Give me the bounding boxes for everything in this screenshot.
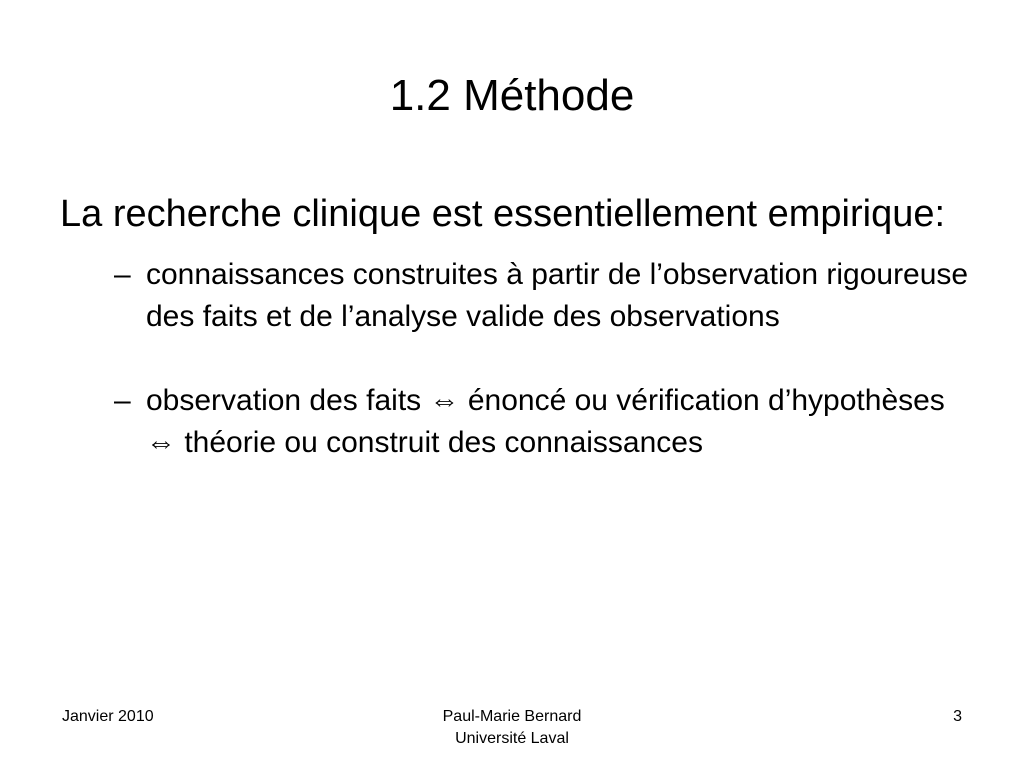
footer-author: Paul-Marie Bernard <box>442 708 582 725</box>
bullet-text: observation des faits ⇔ énoncé ou vérification d’hypothèses ⇔ théorie ou construit des connaissances <box>146 384 945 459</box>
bullet-text: connaissances construites à partir de l’observation rigoureuse des faits et de l’analyse valide des observations <box>146 258 969 333</box>
bullet-item <box>60 380 980 464</box>
bullet-item <box>60 254 980 338</box>
footer-date: Janvier 2010 <box>62 708 154 725</box>
footer-author-block <box>312 706 712 750</box>
main-point: La recherche clinique est essentiellement empirique: <box>60 193 946 235</box>
bullet-dash: – <box>114 258 131 291</box>
footer-page-number: 3 <box>953 708 962 725</box>
slide-body <box>60 190 980 464</box>
footer-institution: Université Laval <box>455 730 569 747</box>
bullet-dash: – <box>114 384 131 417</box>
slide-title: 1.2 Méthode <box>389 71 635 120</box>
